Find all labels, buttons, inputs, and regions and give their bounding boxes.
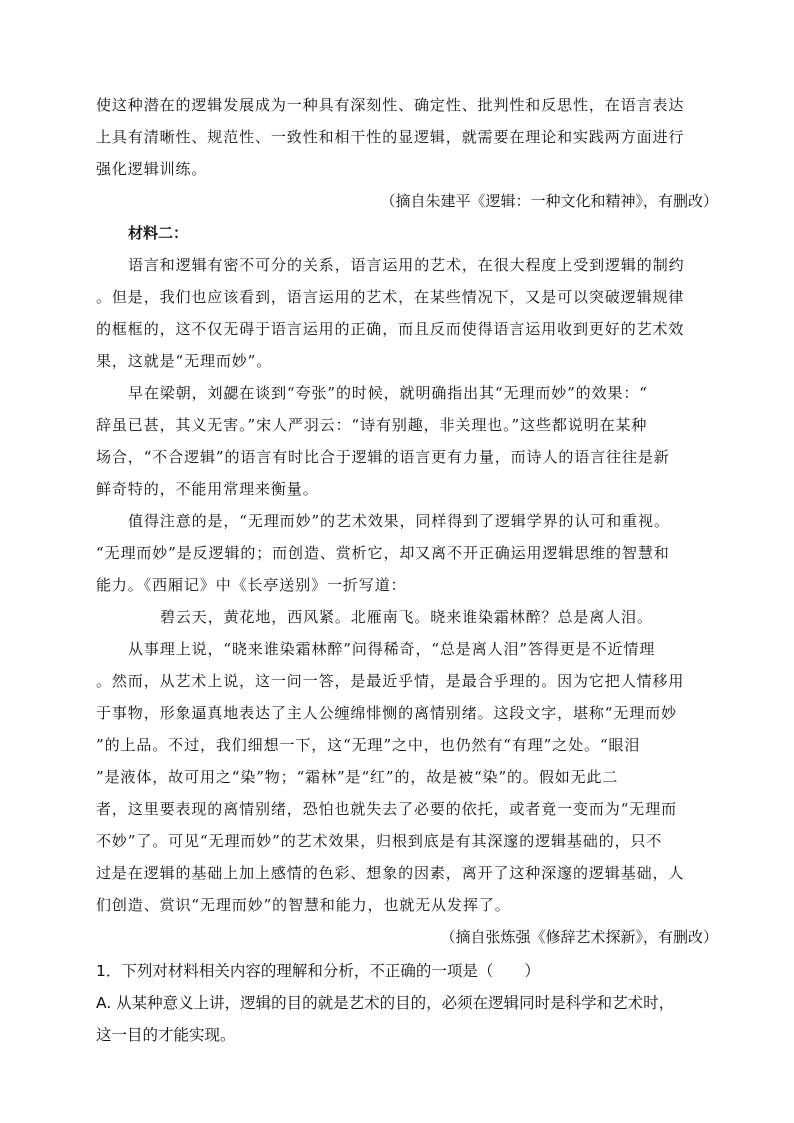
question-1-stem: 1．下列对材料相关内容的理解和分析，不正确的一项是（ ） <box>96 962 540 980</box>
paragraph-line: ”是液体，故可用之“染”物；“霜林”是“红”的，故是被“染”的。假如无此二 <box>96 768 619 786</box>
paragraph-line: 过是在逻辑的基础上加上感情的色彩、想象的因素，离开了这种深邃的逻辑基础，人 <box>96 864 685 882</box>
paragraph-line: 从事理上说，“晓来谁染霜林醉”问得稀奇，“总是离人泪”答得更是不近情理 <box>128 640 656 658</box>
paragraph-line: 语言和逻辑有密不可分的关系，语言运用的艺术，在很大程度上受到逻辑的制约 <box>128 256 685 274</box>
material2-heading: 材料二： <box>128 224 189 242</box>
material1-line-1: 使这种潜在的逻辑发展成为一种具有深刻性、确定性、批判性和反思性，在语言表达 <box>96 96 685 114</box>
paragraph-line: 值得注意的是，“无理而妙”的艺术效果，同样得到了逻辑学界的认可和重视。 <box>128 512 670 530</box>
paragraph-line: 不妙”了。可见“无理而妙”的艺术效果，归根到底是有其深邃的逻辑基础的，只不 <box>96 832 663 850</box>
question-1-option-a-line-1: A. 从某种意义上讲，逻辑的目的就是艺术的目的，必须在逻辑同时是科学和艺术时， <box>96 994 675 1012</box>
paragraph-line: 场合，“不合逻辑”的语言有时比合于逻辑的语言更有力量，而诗人的语言往往是新 <box>96 448 670 466</box>
material1-line-3: 强化逻辑训练。 <box>96 160 208 178</box>
paragraph-line: 能力。《西厢记》中《长亭送别》一折写道： <box>96 576 407 594</box>
paragraph-line: 。然而，从艺术上说，这一问一答，是最近乎情，是最合乎理的。因为它把人情移用 <box>96 672 685 690</box>
material1-line-2: 上具有清晰性、规范性、一致性和相干性的显逻辑，就需要在理论和实践两方面进行 <box>96 128 685 146</box>
paragraph-line: ”的上品。不过，我们细想一下，这“无理”之中，也仍然有“有理”之处。“眼泪 <box>96 736 641 754</box>
paragraph-line: 者，这里要表现的离情别绪，恐怕也就失去了必要的依托，或者竟一变而为“无理而 <box>96 800 677 818</box>
paragraph-line: 果，这就是“无理而妙”。 <box>96 352 273 370</box>
paragraph-line: 辞虽已甚，其义无害。”宋人严羽云：“诗有别趣，非关理也。”这些都说明在某种 <box>96 416 648 434</box>
citation-1: （摘自朱建平《逻辑：一种文化和精神》，有删改） <box>380 192 718 210</box>
citation-2: （摘自张炼强《修辞艺术探新》，有删改） <box>440 928 718 946</box>
paragraph-line: 早在梁朝，刘勰在谈到“夸张”的时候，就明确指出其“无理而妙”的效果：“ <box>128 384 648 402</box>
paragraph-line: 。但是，我们也应该看到，语言运用的艺术，在某些情况下，又是可以突破逻辑规律 <box>96 288 685 306</box>
paragraph-line: 于事物，形象逼真地表达了主人公缠绵悱恻的离情别绪。这段文字，堪称“无理而妙 <box>96 704 677 722</box>
paragraph-line: 们创造、赏识“无理而妙”的智慧和能力，也就无从发挥了。 <box>96 896 511 914</box>
paragraph-line: “无理而妙”是反逻辑的；而创造、赏析它，却又离不开正确运用逻辑思维的智慧和 <box>96 544 670 562</box>
paragraph-line: 的框框的，这不仅无碍于语言运用的正确，而且反而使得语言运用收到更好的艺术效 <box>96 320 685 338</box>
paragraph-line: 鲜奇特的，不能用常理来衡量。 <box>96 480 319 498</box>
poem-quote: 碧云天，黄花地，西风紧。北雁南飞。晓来谁染霜林醉？总是离人泪。 <box>160 608 653 626</box>
question-1-option-a-line-2: 这一目的才能实现。 <box>96 1026 236 1044</box>
